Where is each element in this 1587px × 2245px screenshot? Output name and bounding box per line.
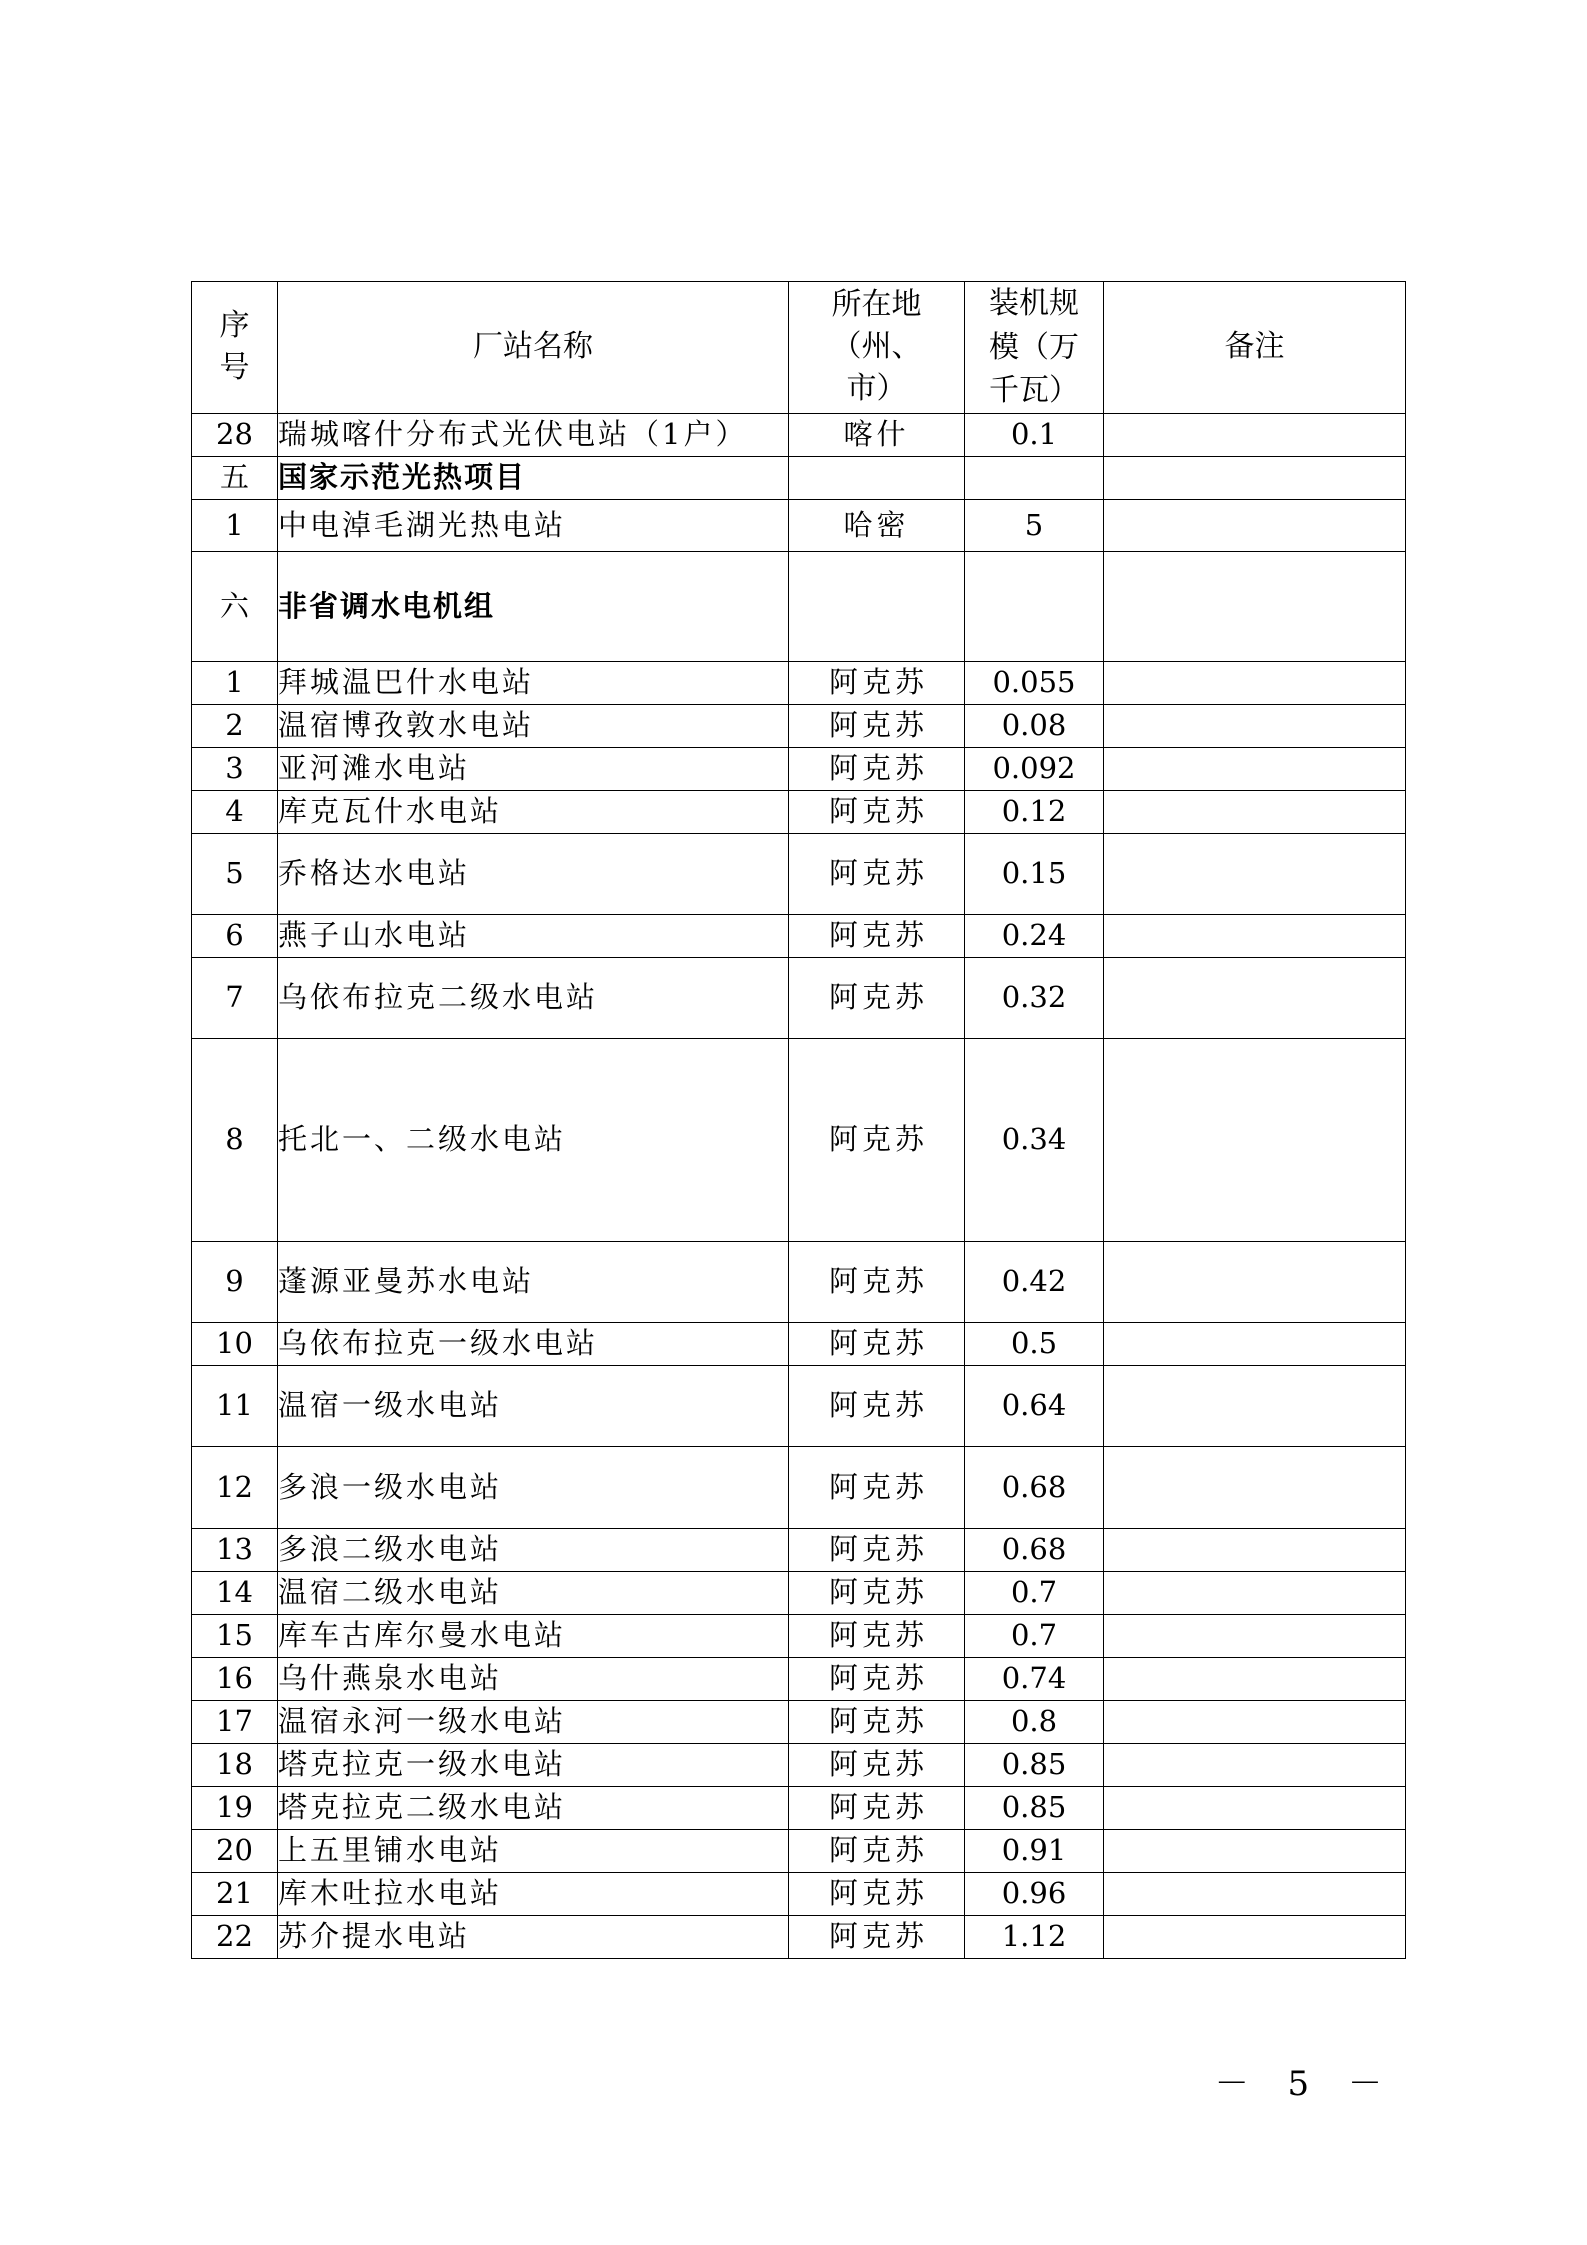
cell-serial-number: 15 [192, 1614, 278, 1657]
table-row [192, 790, 1406, 833]
cell-remarks [1104, 1614, 1406, 1657]
cell-serial-number: 六 [192, 551, 278, 661]
table-row [192, 1241, 1406, 1322]
cell-capacity: 0.24 [965, 914, 1104, 957]
cell-remarks [1104, 833, 1406, 914]
cell-location: 阿克苏 [789, 1915, 965, 1958]
table-row [192, 957, 1406, 1038]
cell-location: 阿克苏 [789, 1571, 965, 1614]
cell-station-name: 上五里铺水电站 [278, 1829, 789, 1872]
cell-station-name: 多浪一级水电站 [278, 1446, 789, 1528]
cell-capacity: 0.32 [965, 957, 1104, 1038]
cell-location: 阿克苏 [789, 704, 965, 747]
cell-location: 喀什 [789, 413, 965, 456]
cell-capacity: 0.68 [965, 1446, 1104, 1528]
cell-location: 阿克苏 [789, 1241, 965, 1322]
cell-serial-number: 19 [192, 1786, 278, 1829]
cell-station-name: 拜城温巴什水电站 [278, 661, 789, 704]
cell-remarks [1104, 790, 1406, 833]
cell-serial-number: 17 [192, 1700, 278, 1743]
table-row [192, 1915, 1406, 1958]
cell-station-name: 温宿一级水电站 [278, 1365, 789, 1446]
cell-remarks [1104, 957, 1406, 1038]
cell-remarks [1104, 499, 1406, 551]
cell-remarks [1104, 1743, 1406, 1786]
cell-capacity: 0.1 [965, 413, 1104, 456]
cell-remarks [1104, 704, 1406, 747]
cell-remarks [1104, 1786, 1406, 1829]
table-row [192, 499, 1406, 551]
cell-remarks [1104, 456, 1406, 499]
table-row [192, 1829, 1406, 1872]
cell-station-name: 非省调水电机组 [278, 551, 789, 661]
table-row [192, 747, 1406, 790]
table-row [192, 914, 1406, 957]
cell-remarks [1104, 1322, 1406, 1365]
cell-serial-number: 8 [192, 1038, 278, 1241]
cell-serial-number: 22 [192, 1915, 278, 1958]
cell-station-name: 库车古库尔曼水电站 [278, 1614, 789, 1657]
header-capacity: 装机规模（万千瓦） [965, 282, 1104, 414]
cell-location: 阿克苏 [789, 1528, 965, 1571]
table-row [192, 1743, 1406, 1786]
cell-capacity [965, 456, 1104, 499]
cell-location: 阿克苏 [789, 1743, 965, 1786]
header-location: 所在地（州、市） [789, 282, 965, 414]
cell-remarks [1104, 1446, 1406, 1528]
cell-location: 阿克苏 [789, 1614, 965, 1657]
cell-remarks [1104, 1915, 1406, 1958]
table-row [192, 1872, 1406, 1915]
cell-location: 阿克苏 [789, 914, 965, 957]
cell-serial-number: 14 [192, 1571, 278, 1614]
cell-capacity [965, 551, 1104, 661]
table-row [192, 661, 1406, 704]
cell-remarks [1104, 1528, 1406, 1571]
cell-station-name: 塔克拉克二级水电站 [278, 1786, 789, 1829]
cell-serial-number: 11 [192, 1365, 278, 1446]
table-body [192, 413, 1406, 1958]
table-row [192, 1528, 1406, 1571]
cell-location: 阿克苏 [789, 957, 965, 1038]
cell-serial-number: 28 [192, 413, 278, 456]
section-row [192, 551, 1406, 661]
cell-capacity: 0.8 [965, 1700, 1104, 1743]
cell-station-name: 瑞城喀什分布式光伏电站（1户） [278, 413, 789, 456]
cell-location: 阿克苏 [789, 1786, 965, 1829]
cell-capacity: 0.85 [965, 1786, 1104, 1829]
cell-station-name: 国家示范光热项目 [278, 456, 789, 499]
cell-location: 阿克苏 [789, 747, 965, 790]
cell-location: 哈密 [789, 499, 965, 551]
cell-capacity: 0.96 [965, 1872, 1104, 1915]
cell-location [789, 551, 965, 661]
cell-station-name: 温宿永河一级水电站 [278, 1700, 789, 1743]
table-row [192, 1657, 1406, 1700]
power-station-table [191, 281, 1406, 1959]
cell-remarks [1104, 1365, 1406, 1446]
cell-capacity: 0.74 [965, 1657, 1104, 1700]
cell-station-name: 乌依布拉克二级水电站 [278, 957, 789, 1038]
table-header-row [192, 282, 1406, 414]
cell-capacity: 0.85 [965, 1743, 1104, 1786]
cell-serial-number: 10 [192, 1322, 278, 1365]
cell-capacity: 0.15 [965, 833, 1104, 914]
header-serial-number: 序号 [192, 282, 278, 414]
cell-location: 阿克苏 [789, 1446, 965, 1528]
cell-station-name: 库木吐拉水电站 [278, 1872, 789, 1915]
table-row [192, 1614, 1406, 1657]
cell-location: 阿克苏 [789, 1038, 965, 1241]
cell-remarks [1104, 661, 1406, 704]
cell-remarks [1104, 1571, 1406, 1614]
cell-capacity: 5 [965, 499, 1104, 551]
section-row [192, 456, 1406, 499]
cell-remarks [1104, 1657, 1406, 1700]
cell-capacity: 0.7 [965, 1571, 1104, 1614]
cell-station-name: 乌什燕泉水电站 [278, 1657, 789, 1700]
cell-capacity: 0.092 [965, 747, 1104, 790]
cell-location: 阿克苏 [789, 1322, 965, 1365]
cell-capacity: 0.68 [965, 1528, 1104, 1571]
cell-remarks [1104, 1700, 1406, 1743]
cell-remarks [1104, 747, 1406, 790]
cell-location: 阿克苏 [789, 1829, 965, 1872]
cell-capacity: 1.12 [965, 1915, 1104, 1958]
cell-capacity: 0.42 [965, 1241, 1104, 1322]
cell-serial-number: 6 [192, 914, 278, 957]
page-number: － 5 － [1214, 2064, 1396, 2104]
cell-location: 阿克苏 [789, 1872, 965, 1915]
cell-location: 阿克苏 [789, 1700, 965, 1743]
cell-serial-number: 3 [192, 747, 278, 790]
cell-serial-number: 20 [192, 1829, 278, 1872]
cell-station-name: 塔克拉克一级水电站 [278, 1743, 789, 1786]
header-station-name: 厂站名称 [278, 282, 789, 414]
cell-station-name: 燕子山水电站 [278, 914, 789, 957]
cell-station-name: 乌依布拉克一级水电站 [278, 1322, 789, 1365]
cell-station-name: 乔格达水电站 [278, 833, 789, 914]
cell-station-name: 库克瓦什水电站 [278, 790, 789, 833]
cell-station-name: 托北一、二级水电站 [278, 1038, 789, 1241]
table-row [192, 1322, 1406, 1365]
cell-serial-number: 16 [192, 1657, 278, 1700]
cell-serial-number: 5 [192, 833, 278, 914]
cell-remarks [1104, 1829, 1406, 1872]
cell-location: 阿克苏 [789, 833, 965, 914]
cell-capacity: 0.08 [965, 704, 1104, 747]
header-remarks: 备注 [1104, 282, 1406, 414]
table-row [192, 1038, 1406, 1241]
cell-serial-number: 9 [192, 1241, 278, 1322]
cell-capacity: 0.34 [965, 1038, 1104, 1241]
cell-station-name: 蓬源亚曼苏水电站 [278, 1241, 789, 1322]
table-row [192, 1700, 1406, 1743]
table-row [192, 833, 1406, 914]
table-row [192, 1365, 1406, 1446]
cell-station-name: 温宿博孜敦水电站 [278, 704, 789, 747]
table-row [192, 413, 1406, 456]
table-row [192, 1786, 1406, 1829]
cell-capacity: 0.64 [965, 1365, 1104, 1446]
cell-capacity: 0.055 [965, 661, 1104, 704]
cell-location: 阿克苏 [789, 1657, 965, 1700]
cell-station-name: 多浪二级水电站 [278, 1528, 789, 1571]
cell-remarks [1104, 1241, 1406, 1322]
cell-serial-number: 18 [192, 1743, 278, 1786]
cell-capacity: 0.7 [965, 1614, 1104, 1657]
cell-serial-number: 21 [192, 1872, 278, 1915]
cell-remarks [1104, 1872, 1406, 1915]
cell-remarks [1104, 1038, 1406, 1241]
cell-serial-number: 12 [192, 1446, 278, 1528]
cell-serial-number: 2 [192, 704, 278, 747]
cell-remarks [1104, 914, 1406, 957]
cell-location: 阿克苏 [789, 1365, 965, 1446]
cell-location: 阿克苏 [789, 790, 965, 833]
cell-serial-number: 13 [192, 1528, 278, 1571]
cell-serial-number: 4 [192, 790, 278, 833]
cell-serial-number: 7 [192, 957, 278, 1038]
cell-serial-number: 1 [192, 499, 278, 551]
cell-location: 阿克苏 [789, 661, 965, 704]
cell-remarks [1104, 413, 1406, 456]
cell-capacity: 0.5 [965, 1322, 1104, 1365]
table-row [192, 704, 1406, 747]
cell-serial-number: 1 [192, 661, 278, 704]
cell-capacity: 0.91 [965, 1829, 1104, 1872]
cell-serial-number: 五 [192, 456, 278, 499]
cell-station-name: 亚河滩水电站 [278, 747, 789, 790]
cell-station-name: 中电淖毛湖光热电站 [278, 499, 789, 551]
table-row [192, 1446, 1406, 1528]
cell-location [789, 456, 965, 499]
cell-station-name: 温宿二级水电站 [278, 1571, 789, 1614]
cell-capacity: 0.12 [965, 790, 1104, 833]
cell-station-name: 苏介提水电站 [278, 1915, 789, 1958]
cell-remarks [1104, 551, 1406, 661]
table-row [192, 1571, 1406, 1614]
